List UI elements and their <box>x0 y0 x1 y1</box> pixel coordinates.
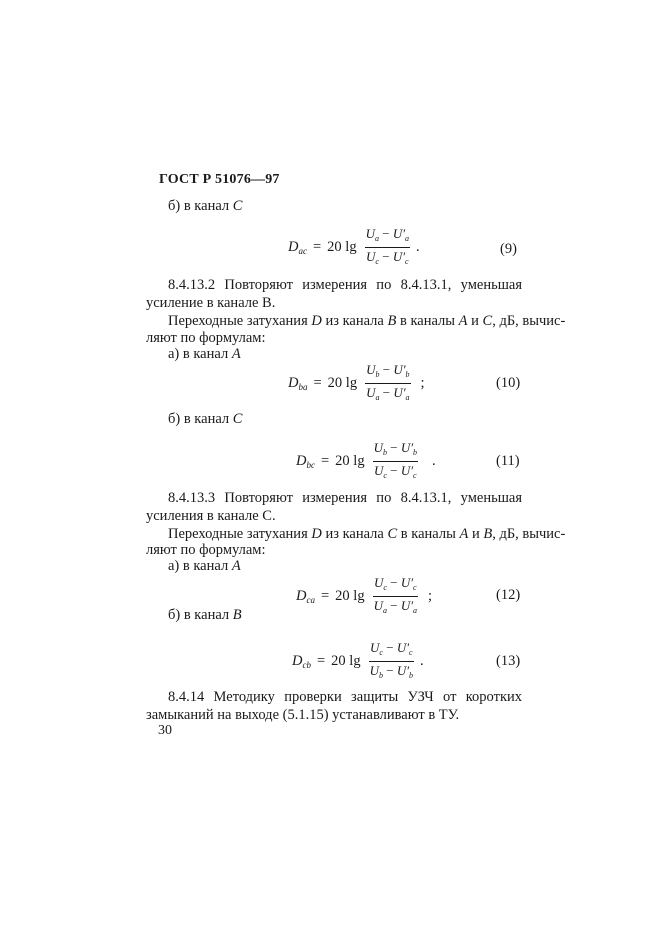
equals-sign: = <box>312 239 322 255</box>
eq-lhs: $D_{ac}$ <box>288 239 307 256</box>
denominator: $U_c - U'_c$ <box>366 249 409 266</box>
equation-number: (12) <box>496 587 521 603</box>
paragraph-transitions-c: Переходные затухания D из канала C в каналы A и B, дБ, вычис- <box>168 526 566 542</box>
equation-12: $D_{ca}$ = 20 lg $\frac{U_c - U'_c}{U_a - U'_a}$ ; <box>296 575 433 615</box>
equation-9 <box>288 226 420 269</box>
item-a-channel-a: а) в канал A <box>168 346 241 362</box>
equation-10: $D_{ba}$ = 20 lg $\frac{U_b - U'_b}{U_a - U'_a}$ ; <box>288 362 425 402</box>
numerator: $U_a - U'_a$ <box>365 226 410 248</box>
channel-var: C <box>232 198 243 214</box>
item-b-channel-c <box>168 197 242 215</box>
paragraph-cont: ляют по формулам: <box>146 542 266 558</box>
equation-number: (11) <box>496 453 520 469</box>
equation-number: (13) <box>496 653 521 669</box>
paragraph-8-4-13-2: 8.4.13.2 Повторяют измерения по 8.4.13.1, уменьшая усиление в канале В. <box>146 277 522 311</box>
document-header: ГОСТ Р 51076—97 <box>159 172 280 187</box>
lg-term: 20 lg <box>327 239 357 255</box>
paragraph-8-4-14: 8.4.14 Методику проверки защиты УЗЧ от коротких замыканий на выходе (5.1.15) устанавливают в ТУ. <box>146 689 522 723</box>
page-number: 30 <box>158 723 172 738</box>
item-a-channel-a: а) в канал A <box>168 558 241 574</box>
equation-number: (9) <box>500 241 517 257</box>
equation-number: (10) <box>496 375 521 391</box>
item-label: б) в канал <box>168 198 230 214</box>
paragraph-8-4-13-3: 8.4.13.3 Повторяют измерения по 8.4.13.1, уменьшая усиления в канале С. <box>146 490 522 524</box>
equation-11: $D_{bc}$ = 20 lg $\frac{U_b - U'_b}{U_c - U'_c}$ . <box>296 440 436 480</box>
paragraph-cont: ляют по формулам: <box>146 330 266 346</box>
item-b-channel-c: б) в канал C <box>168 411 243 427</box>
equation-13: $D_{cb}$ = 20 lg $\frac{U_c - U'_c}{U_b - U'_b}$ . <box>292 640 424 680</box>
paragraph-transitions-b: Переходные затухания D из канала B в каналы A и C, дБ, вычис- <box>168 313 566 329</box>
fraction <box>365 226 410 269</box>
item-b-channel-b: б) в канал B <box>168 607 242 623</box>
eq-punct: . <box>416 239 420 255</box>
